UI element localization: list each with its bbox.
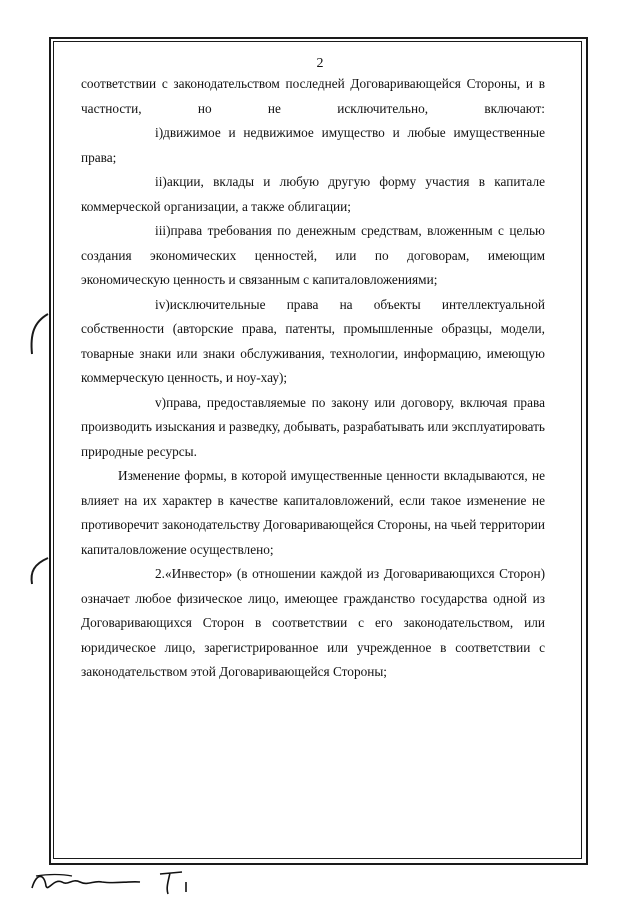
paragraph bbox=[81, 464, 545, 562]
list-marker: ii) bbox=[155, 174, 167, 189]
list-marker: iv) bbox=[155, 296, 170, 312]
list-item-text: исключительные права на объекты интеллектуальной собственности (авторские права, патенты, промышленные образцы, модели, товарные знаки или знаки обслуживания, технологии, информацию, имеющую коммерческую ценность, и ноу-хау); bbox=[81, 296, 545, 385]
handwritten-signature-icon bbox=[28, 862, 148, 902]
section-item-2 bbox=[81, 562, 545, 685]
list-item-text: акции, вклады и любую другую форму участия в капитале коммерческой организации, а также облигации; bbox=[81, 174, 545, 214]
paragraph-text: Изменение формы, в которой имущественные ценности вкладываются, не влияет на их характер в качестве капиталовложений, если такое изменение не противоречит законодательству Договаривающейся Стороны, на чьей территории капиталовложение осуществлено; bbox=[81, 468, 545, 557]
paragraph bbox=[81, 72, 545, 121]
list-item-iii bbox=[81, 219, 545, 293]
section-number: 2. bbox=[155, 566, 165, 581]
list-item-text: движимое и недвижимое имущество и любые имущественные права; bbox=[81, 125, 545, 165]
handwritten-initials-icon bbox=[156, 864, 200, 898]
document-body bbox=[81, 72, 545, 685]
section-text: «Инвестор» (в отношении каждой из Договаривающихся Сторон) означает любое физическое лицо, имеющее гражданство государства одной из Договаривающихся Сторон в соответствии с его законодательством, или юридическое лицо, зарегистрированное или учрежденное в соответствии с законодательством этой Договаривающейся Стороны; bbox=[81, 566, 545, 679]
list-marker: i) bbox=[155, 125, 164, 140]
list-item-i bbox=[81, 121, 545, 170]
paragraph-text: соответствии с законодательством последней Договаривающейся Стороны, и в частности, но не исключительно, включают: bbox=[81, 76, 545, 116]
list-marker: iii) bbox=[155, 223, 171, 238]
binding-mark-icon bbox=[26, 312, 50, 356]
list-marker: v) bbox=[155, 394, 167, 410]
list-item-text: права требования по денежным средствам, вложенным с целью создания экономических ценностей, или по договорам, имеющим экономическую ценность и связанным с капиталовложениями; bbox=[81, 223, 545, 287]
list-item-text: права, предоставляемые по закону или договору, включая права производить изыскания и разведку, добывать, разрабатывать или эксплуатировать природные ресурсы. bbox=[81, 394, 545, 459]
list-item-v bbox=[81, 391, 545, 465]
page-number: 2 bbox=[316, 56, 324, 71]
list-item-iv bbox=[81, 293, 545, 391]
list-item-ii bbox=[81, 170, 545, 219]
binding-mark-icon bbox=[26, 556, 50, 586]
